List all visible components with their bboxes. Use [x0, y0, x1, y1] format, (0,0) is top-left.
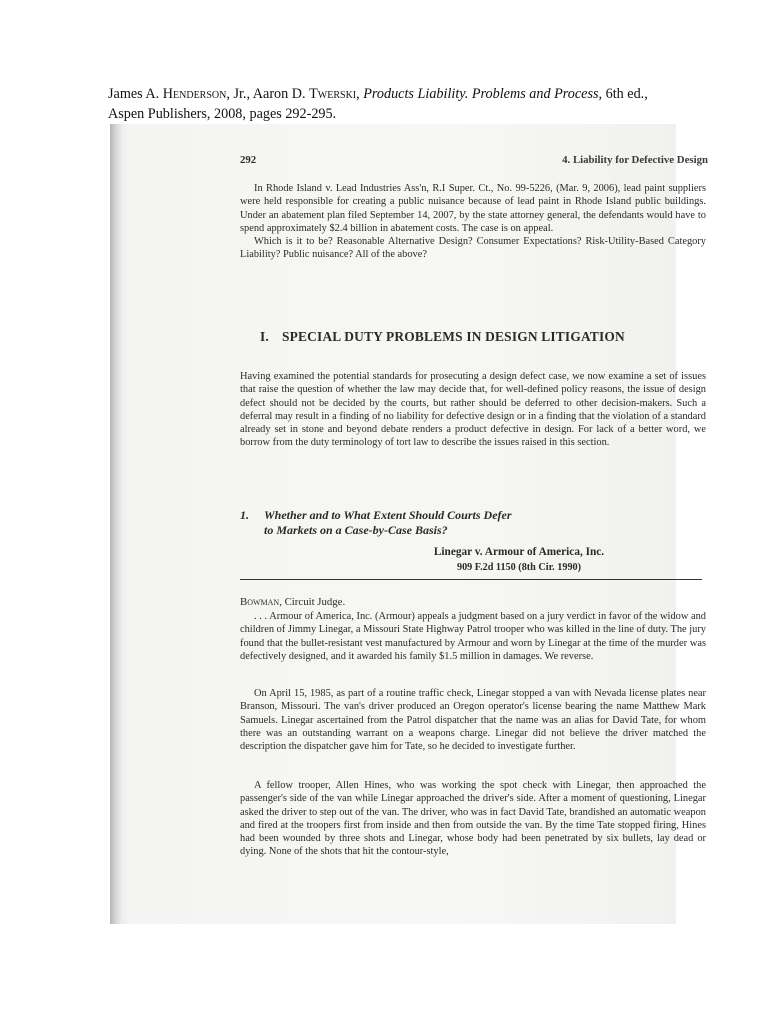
subsection-heading [240, 508, 680, 538]
case-citation: 909 F.2d 1150 (8th Cir. 1990) [456, 562, 582, 573]
lead-paragraph: In Rhode Island v. Lead Industries Ass'n, R.I Super. Ct., No. 99-5226, (Mar. 9, 2006), lead paint suppliers were held responsible for creating a public nuisance because of lead paint in Rhode Island public buildings. Under an abatement plan filed September 14, 2007, by the state attorney general, the defendants would have to spend approximately $2.4 billion in abatement costs. The case is on appeal. [240, 183, 706, 234]
judge-line [240, 596, 345, 608]
opinion-paragraph-2: On April 15, 1985, as part of a routine traffic check, Linegar stopped a van with Nevada license plates near Branson, Missouri. The van's driver produced an Oregon operator's license bearing the name Matthew Mark Samuels. Linegar ascertained from the Patrol dispatcher that the name was an alias for David Tate, for whom there was an outstanding warrant on a weapons charge. Linegar did not believe the driver matched the description the dispatcher gave him for Tate, so he decided to investigate further. [240, 688, 706, 753]
subsection-heading-line-1 [240, 508, 680, 523]
section-number: I. [260, 329, 269, 344]
case-divider [240, 579, 702, 580]
scanned-page-content [110, 124, 708, 924]
section-title: SPECIAL DUTY PROBLEMS IN DESIGN LITIGATION [282, 329, 625, 344]
subsection-title-line-1: Whether and to What Extent Should Courts Defer [264, 508, 512, 522]
case-name: Linegar v. Armour of America, Inc. [433, 546, 605, 558]
section-heading [260, 329, 700, 345]
citation-authors-text-2: , Jr., Aaron D. [226, 86, 310, 102]
citation-line-2: Aspen Publishers, 2008, pages 292-295. [108, 106, 337, 122]
judge-title: , Circuit Judge. [279, 596, 346, 608]
judge-name: Bowman [240, 596, 280, 608]
citation-author-2: Twerski [309, 86, 357, 102]
scanned-page [110, 124, 708, 924]
citation-line-1 [108, 84, 708, 104]
page-number: 292 [240, 154, 257, 166]
intro-paragraph: Having examined the potential standards for prosecuting a design defect case, we now examine a set of issues that raise the question of whether the law may decide that, for well-defined policy reasons, the issue of design defect should not be decided by the courts, but rather should be deferred to other decision-makers. Such a deferral may result in a finding of no liability for defective design or in a finding that the violation of a standard already set in stone and beyond debate renders a product defective in design. For lack of a better word, we borrow from the duty terminology of tort law to describe the issues raised in this section. [240, 371, 706, 449]
citation-authors-text: James A. [108, 86, 163, 102]
citation-author-1: Henderson [162, 86, 227, 102]
subsection-number: 1. [240, 508, 249, 522]
citation-book-title: Products Liability. Problems and Process [363, 86, 599, 102]
citation [108, 84, 708, 124]
question-paragraph: Which is it to be? Reasonable Alternative Design? Consumer Expectations? Risk-Utility-Based Category Liability? Public nuisance? All of the above? [240, 236, 706, 261]
opinion-paragraph-3: A fellow trooper, Allen Hines, who was working the spot check with Linegar, then approached the passenger's side of the van while Linegar approached the driver's side. After a moment of questioning, Linegar asked the driver to step out of the van. The driver, who was in fact David Tate, brandished an automatic weapon and fired at the troopers first from inside and then from outside the van. By the time Tate stopped firing, Hines had been wounded by three shots and Linegar, whose body had been penetrated by six bullets, lay dead or dying. None of the shots that hit the contour-style, [240, 780, 706, 858]
subsection-title-line-2: to Markets on a Case-by-Case Basis? [264, 523, 448, 537]
citation-separator: , [356, 86, 364, 102]
citation-edition: , 6th ed., [598, 86, 648, 102]
opinion-paragraph-1: . . . Armour of America, Inc. (Armour) appeals a judgment based on a jury verdict in favor of the widow and children of Jimmy Linegar, a Missouri State Highway Patrol trooper who was killed in the line of duty. The jury found that the bullet-resistant vest manufactured by Armour and worn by Linegar at the time of the murder was defectively designed, and it awarded his family $1.5 million in damages. We reverse. [240, 611, 706, 662]
running-head-title: 4. Liability for Defective Design [562, 154, 708, 166]
